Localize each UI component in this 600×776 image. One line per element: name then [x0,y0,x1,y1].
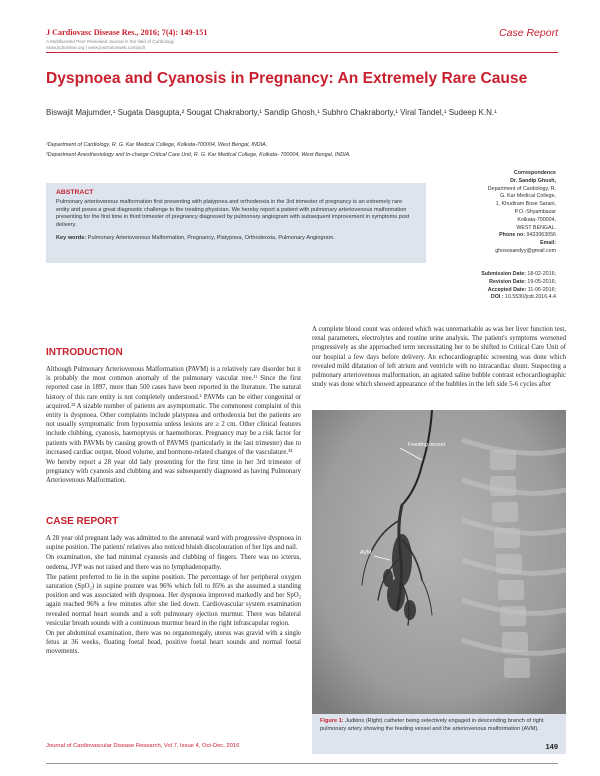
page-number: 149 [545,742,558,751]
footer-journal: Journal of Cardiovascular Disease Research, Vol 7, Issue 4, Oct-Dec, 2016 [46,743,240,749]
keywords [56,235,416,241]
introduction-body [46,365,301,487]
affiliation-1: ¹Department of Cardiology, R. G. Kar Medical College, Kolkata-700004, West Bengal, INDIA. [46,142,268,148]
correspondence-address-line: G. Kar Medical College, [500,193,556,200]
case-paragraph: The patient preferred to lie in the supine position. The percentage of her peripheral oxygen saturation (SpO₂) in supine posture was 96% which fell to 85% as she assumed a standing position and was associated with dyspnoea. Her dyspnoea improved markedly and her SpO₂ again reached 96% a few minutes after she lied down. Cardiovascular system examination revealed normal heart sounds and a soft pulmonary ejection murmur. There was bilateral vesicular breath sounds with a continuous murmur heard in the right infrascapular region. [46,573,301,627]
revision-label: Revision Date: [489,278,526,285]
introduction-heading: INTRODUCTION [46,347,123,358]
keywords-label: Key words: [56,235,87,242]
avm-label: AVM [360,550,372,556]
email-label: Email: [540,240,556,247]
figure-caption [312,714,566,754]
case-report-body [46,534,301,658]
submission-value: 18-02-2016; [527,271,556,277]
correspondence-name: Dr. Sandip Ghosh, [510,177,556,184]
correspondence-block [432,170,556,256]
accepted-date [432,287,556,295]
revision-value: 19-05-2016; [527,278,556,285]
abstract-heading: ABSTRACT [56,189,94,196]
correspondence-phone [432,232,556,240]
introduction-paragraph: We hereby report a 28 year old lady presenting for the first time in her 3rd trimester of pregnancy with cyanosis and clubbing and was subsequently diagnosed as having Pulmonary Arteriovenous Malformation. [46,459,301,485]
correspondence-address-line: WEST BENGAL. [516,224,556,231]
figure-caption-text: Judkins (Right) catheter being selectively engaged in descending branch of right pulmonary artery showing the feeding vessel and the arteriovenous malformation (AVM). [320,718,544,732]
case-paragraph: On examination, she had minimal cyanosis and clubbing of fingers. There was no icterus, oedema, JVP was not raised and there was no lymphadenopathy. [46,554,301,571]
doi [432,294,556,302]
case-report-heading: CASE REPORT [46,516,119,527]
revision-date [432,279,556,287]
correspondence-address-line: P.O.-Shyambazar [514,208,556,215]
affiliation-2: ²Department Anesthesiology and In-charge Critical Care Unit, R. G. Kar Medical College, Kolkata- 700004, West Bengal, INDIA. [46,152,351,158]
page-title: Dyspnoea and Cyanosis in Pregnancy: An Extremely Rare Cause [46,70,528,87]
feeding-vessel-label: Feeding vessel [408,442,445,448]
accepted-label: Accepted Date: [487,286,527,293]
journal-tagline: A Multifaceted Peer Reviewed Journal in the field of Cardiology [46,39,175,44]
angiogram-image [312,410,566,714]
case-paragraph: On per abdominal examination, there was no organomegaly, uterus was gravid with a single fetus at 36 weeks, floating foetal head, positive foetal heart sounds and normal foetal movements. [46,630,301,656]
correspondence-heading: Correspondence [513,170,556,176]
doi-label: DOI : [490,294,504,301]
article-dates [432,271,556,302]
author-list: Biswajit Majumder,¹ Sugata Dasgupta,² Sougat Chakraborty,¹ Sandip Ghosh,¹ Subhro Chakraborty,¹ Viral Tandel,¹ Sudeep K.N.¹ [46,108,497,117]
article-type: Case Report [499,27,558,39]
angiogram-figure [312,410,566,714]
submission-label: Submission Date: [481,271,526,277]
correspondence-address-line: Kolkata-700004, [517,216,556,223]
correspondence-address-line: 1, Khudiram Bose Sarani, [495,201,556,208]
introduction-paragraph: Although Pulmonary Arteriovenous Malformation (PAVM) is a relatively rare disorder but it is probably the most common anomaly of the pulmonary vascular tree.¹⁾ Since the first reported case in 1897, more than 500 cases have been reported in the literature. The natural history of this rare entity is not completely understood.² PAVMs can be either congenital or acquired.²³ A sizable number of patients are asymptomatic. The commonest complaint of this entity is dyspnoea. Other complaints include platypnea and orthodeoxia but the patients are not usually symptomatic from hypoxemia unless lesions are ≥ 2 cm. Other clinical features include clubbing, cyanosis, haemoptysis or haemothorax. Pregnancy may be a risk factor for patients with PAVMs by causing growth of PAVMS (particularly in the last trimester) due to increased cardiac output, blood volume, and hormone-related changes of the vasculature.³⁴ [46,366,301,456]
header-divider [46,52,558,53]
journal-website: www.jcdronline.org | www.journalonweb.com/jcdr [46,45,146,50]
right-column-paragraph: A complete blood count was ordered which was unremarkable as was her liver function test, renal parameters, electrolytes and routine urine analysis. The patient's symptoms worsened progressively as she approached term necessitating her to be shifted to Critical Care Unit of our hospital a few days before delivery. An echocardiographic screening was done which revealed mild dilatation of left atrium and ventricle with no intracardiac shunt. Suspecting a pulmonary arteriovenous malformation, an agitated saline bubble contrast echocardiographic study was done which showed appearance of the bubbles in the left side 5-6 cycles after [312,326,566,389]
submission-date [432,271,556,279]
footer-divider [46,763,558,764]
case-paragraph: A 28 year old pregnant lady was admitted to the antenatal ward with progressive dyspnoea in supine position. The patients' relatives also noticed bluish discolouration of her lips and nail. [46,535,301,552]
email-value[interactable]: ghososandyy@gmail.com [495,247,556,254]
keywords-list: Pulmonary Arteriovenous Malformation, Pregnancy, Platypnea, Orthodeoxia, Pulmonary Angiogram. [87,235,335,242]
figure-caption-label: Figure 1: [320,718,344,724]
journal-title: J Cardiovasc Disease Res., 2016; 7(4): 149-151 [46,28,208,37]
doi-value[interactable]: 10.5530/jcdr.2016.4.4 [505,294,556,301]
abstract-text: Pulmonary arteriovenous malformation first presenting with platypnea and orthodeoxia in the 3rd trimester of pregnancy is an extremely rare entity and poses a great diagnostic challenge to the treating physician. We hereby report a patient with pulmonary arteriovenous malformation presenting for the first time in third trimester of pregnancy diagnosed by pulmonary angiogram with subsequent improvement in symptoms post delivery. [56,199,410,228]
right-column-body [312,325,566,390]
abstract-box [46,183,426,263]
accepted-value: 11-06-2016; [527,286,556,293]
phone-value: 9433063056 [526,232,556,239]
phone-label: Phone no: [499,232,526,239]
correspondence-address-line: Department of Cardiology, R. [487,185,556,192]
